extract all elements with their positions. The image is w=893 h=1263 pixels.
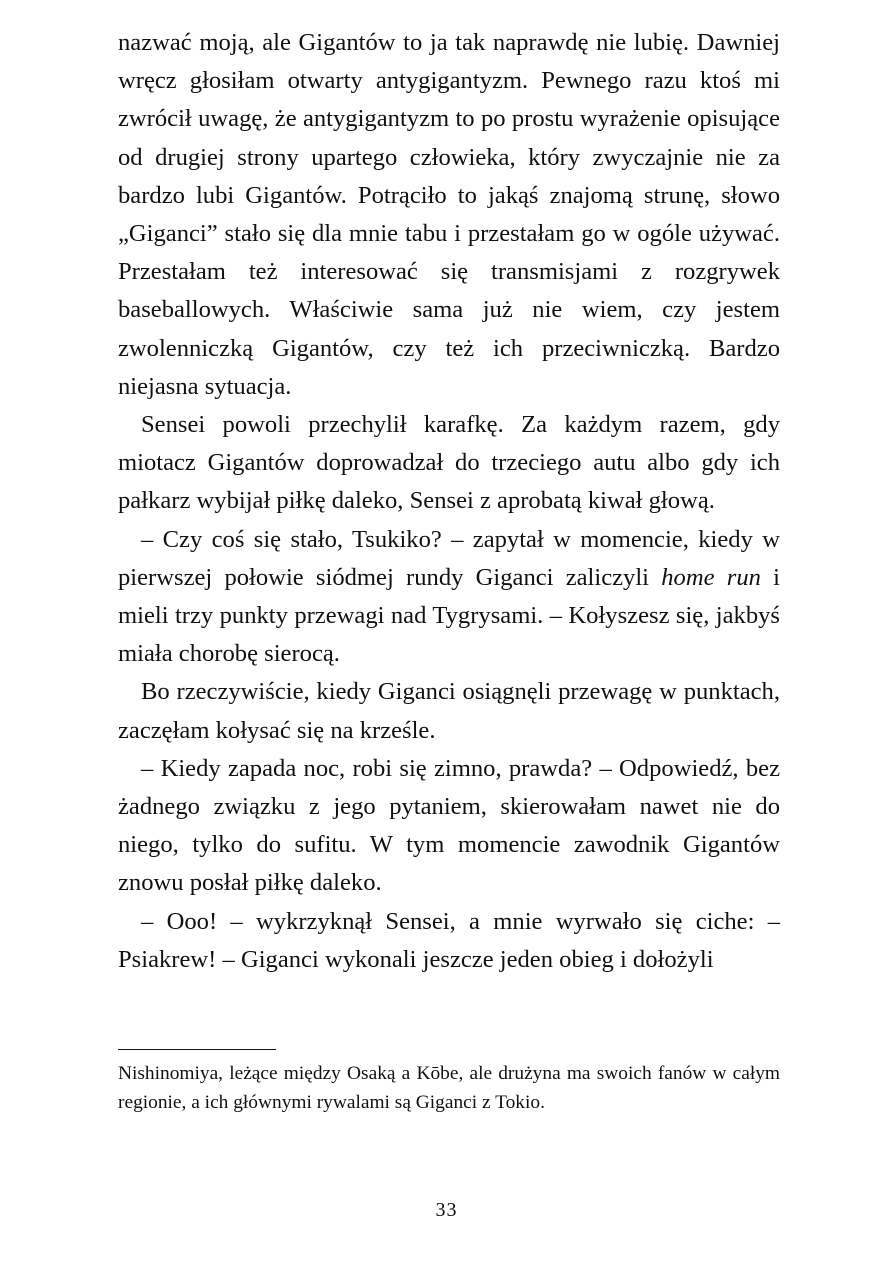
main-text — [118, 24, 780, 979]
dialogue-text: – Czy coś się stało, Tsukiko? – zapytał w momencie, kiedy w pierwszej połowie siódmej rundy Giganci zaliczyli — [118, 525, 780, 591]
paragraph: Bo rzeczywiście, kiedy Giganci osiągnęli przewagę w punktach, zaczęłam kołysać się na krześle. — [118, 678, 780, 744]
paragraph: nazwać moją, ale Gigantów to ja tak naprawdę nie lubię. Dawniej wręcz głosiłam otwarty antygigantyzm. Pewnego razu ktoś mi zwrócił uwagę, że antygigantyzm to po prostu wyrażenie opisujące od drugiej strony upartego człowieka, który zwyczajnie nie za bardzo lubi Gigantów. Potrąciło to jakąś znajomą strunę, słowo „Giganci” stało się dla mnie tabu i przestałam go w ogóle używać. Przestałam też interesować się transmisjami z rozgrywek baseballowych. Właściwie sama już nie wiem, czy jestem zwolenniczką Gigantów, czy też ich przeciwniczką. Bardzo niejasna sytuacja. — [118, 29, 780, 400]
page-number: 33 — [435, 1199, 458, 1221]
paragraph: – Kiedy zapada noc, robi się zimno, prawda? – Odpowiedź, bez żadnego związku z jego pytaniem, skierowałam nawet nie do niego, tylko do sufitu. W tym momencie zawodnik Gigantów znowu posłał piłkę daleko. — [118, 754, 780, 897]
paragraph: – Ooo! – wykrzyknął Sensei, a mnie wyrwało się ciche: – Psiakrew! – Giganci wykonali jeszcze jeden obieg i dołożyli — [118, 907, 780, 973]
footnote: Nishinomiya, leżące między Osaką a Kōbe, ale drużyna ma swoich fanów w całym regionie, a ich głównymi rywalami są Giganci z Tokio. — [118, 1063, 780, 1113]
paragraph: Sensei powoli przechylił karafkę. Za każdym razem, gdy miotacz Gigantów doprowadzał do trzeciego autu albo gdy ich pałkarz wybijał piłkę daleko, Sensei z aprobatą kiwał głową. — [118, 411, 780, 515]
dialogue-text: i mieli trzy punkty przewagi nad Tygrysami. – Kołyszesz się, jakbyś miała chorobę sierocą. — [118, 563, 780, 668]
italic-term: home run — [661, 563, 761, 591]
footnote-divider — [118, 1049, 276, 1050]
dialogue-paragraph — [118, 521, 780, 674]
